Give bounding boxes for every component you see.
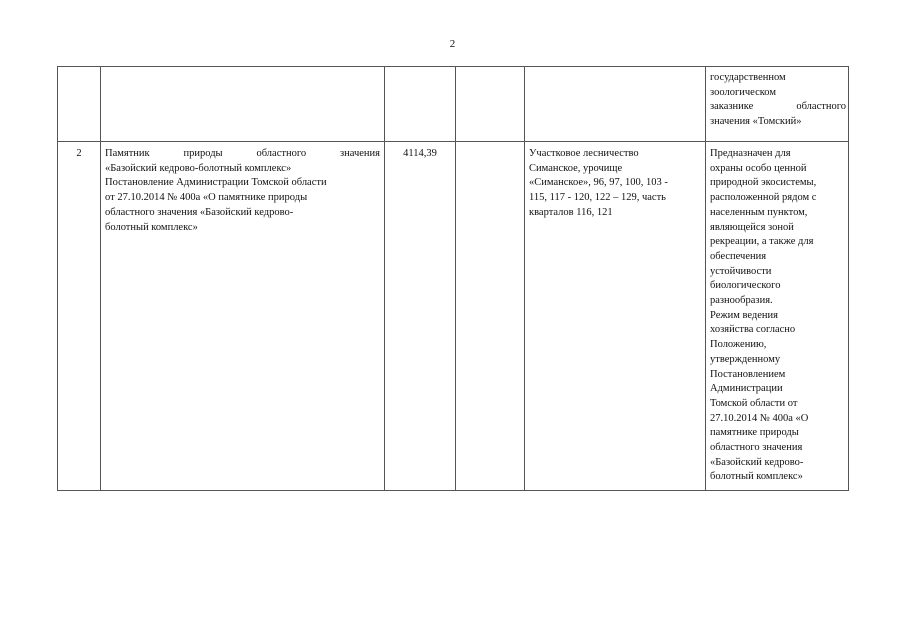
purpose-line: расположенной рядом с [710, 192, 817, 204]
purpose-line: Администрации [710, 383, 783, 395]
cell-object-name [101, 142, 385, 491]
purpose-line: населенным пунктом, [710, 206, 808, 218]
cell-name-empty [101, 67, 385, 142]
purpose-line: областного значения [710, 442, 803, 454]
cell-row-number: 2 [58, 142, 101, 491]
purpose-line: Предназначен для [710, 148, 791, 159]
page-number: 2 [449, 38, 456, 50]
cell-area: 4114,39 [385, 142, 456, 491]
location-line: кварталов 116, 121 [529, 206, 613, 218]
location-line: Симанское, урочище [529, 162, 623, 174]
cell-purpose [706, 142, 849, 491]
cell-location [525, 142, 706, 491]
table-row-continuation [58, 67, 849, 142]
purpose-line: заказнике областного [710, 101, 846, 113]
purpose-line: утвержденному [710, 353, 781, 365]
purpose-line: «Базойский кедрово- [710, 456, 804, 468]
purpose-line: хозяйства согласно [710, 324, 796, 336]
purpose-line: Томской области от [710, 397, 798, 409]
purpose-line: болотный комплекс» [710, 471, 803, 483]
purpose-line: биологического [710, 280, 781, 292]
purpose-line: значения «Томский» [710, 116, 802, 128]
table-row-2 [58, 142, 849, 491]
name-line: областного значения «Базойский кедрово- [105, 206, 294, 218]
cell-blank [456, 142, 525, 491]
cell-area-empty [385, 67, 456, 142]
name-line: Постановление Администрации Томской области [105, 177, 327, 189]
purpose-line: охраны особо ценной [710, 162, 807, 174]
purpose-line: зоологическом [710, 86, 776, 98]
cell-location-empty [525, 67, 706, 142]
purpose-line: обеспечения [710, 250, 767, 262]
cell-purpose-continuation [706, 67, 849, 142]
purpose-line: Положению, [710, 339, 767, 351]
name-line: Памятник природы областного значения [105, 148, 380, 159]
cell-number-empty [58, 67, 101, 142]
purpose-line: природной экосистемы, [710, 177, 817, 189]
location-line: 115, 117 - 120, 122 – 129, часть [529, 192, 666, 204]
purpose-line: Постановлением [710, 368, 786, 380]
name-line: от 27.10.2014 № 400а «О памятнике природы [105, 192, 308, 204]
protected-areas-table [57, 66, 849, 491]
location-line: «Симанское», 96, 97, 100, 103 - [529, 177, 668, 189]
purpose-line: рекреации, а также для [710, 236, 814, 248]
purpose-line: являющейся зоной [710, 221, 794, 233]
location-line: Участковое лесничество [529, 148, 639, 159]
purpose-line: 27.10.2014 № 400а «О [710, 412, 809, 424]
purpose-line: государственном [710, 72, 786, 83]
purpose-line: разнообразия. [710, 295, 773, 307]
name-line: «Базойский кедрово-болотный комплекс» [105, 162, 292, 174]
purpose-line: памятнике природы [710, 427, 799, 439]
purpose-line: устойчивости [710, 265, 772, 277]
purpose-line: Режим ведения [710, 309, 778, 321]
name-line: болотный комплекс» [105, 221, 198, 233]
cell-blank-empty [456, 67, 525, 142]
